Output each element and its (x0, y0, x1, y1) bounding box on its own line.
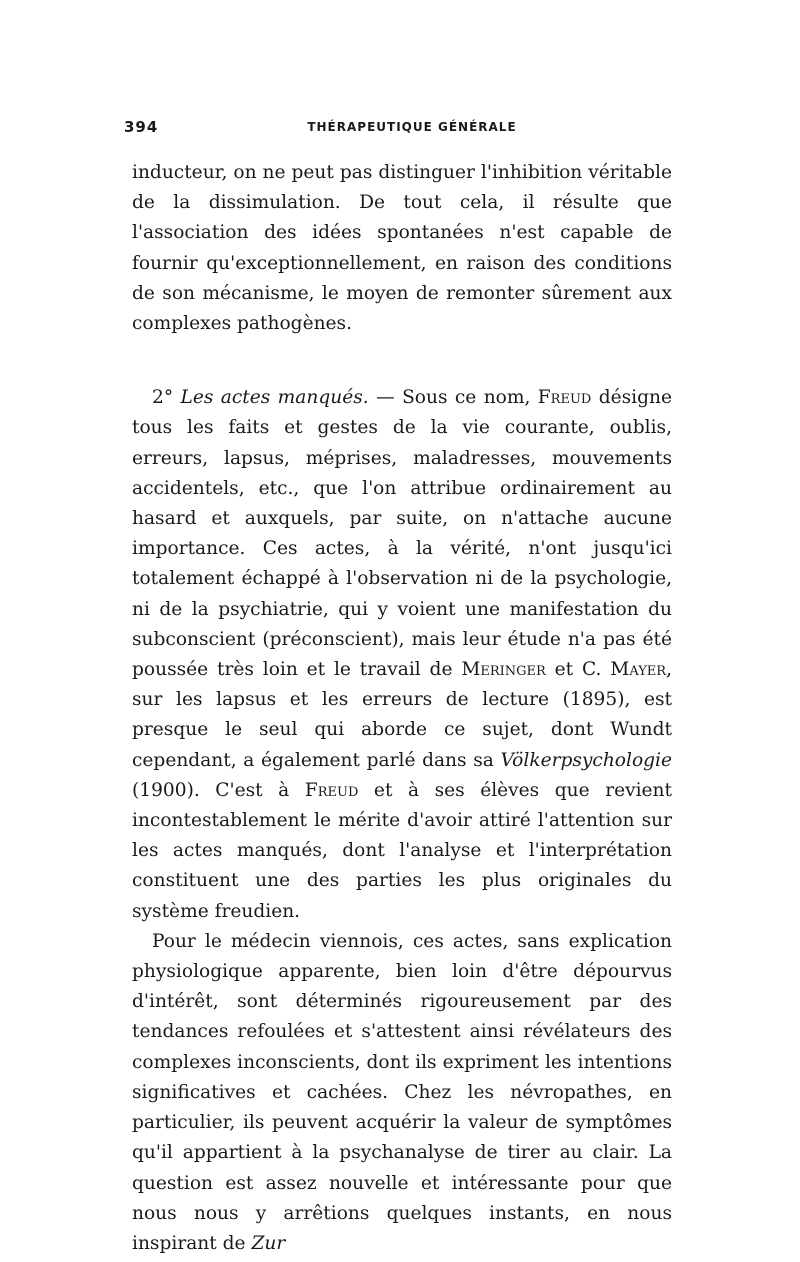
author-meringer: Meringer (461, 659, 546, 681)
page-number: 394 (124, 118, 159, 136)
p2-part-7: et à ses élèves que revient incontestablement le mérite d'avoir attiré l'attention sur les actes manqués, dont l'analyse et l'interprétation constituent une des parties les plus originales du système freudien. (132, 779, 672, 922)
paragraph-medecin-viennois (132, 927, 672, 1259)
book-page (124, 118, 672, 1259)
p3-part-1: Pour le médecin viennois, ces actes, sans explication physiologique apparente, bien loin d'être dépourvus d'intérêt, sont déterminés rigoureusement par des tendances refoulées et s'attestent ainsi révélateurs des complexes inconscients, dont ils expriment les intentions significatives et cachées. Chez les névropathes, en particulier, ils peuvent acquérir la valeur de symptômes qu'il appartient à la psychanalyse de tirer au clair. La question est assez nouvelle et intéressante pour que nous nous y arrêtions quelques instants, en nous inspirant de (132, 930, 672, 1254)
author-mayer: Mayer (610, 659, 667, 681)
section-title: Les actes manqués. (180, 387, 369, 409)
paragraph-1-text: inducteur, on ne peut pas distinguer l'inhibition véritable de la dissimulation. De tout cela, il résulte que l'association des idées spontanées n'est capable de fournir qu'exceptionnellement, en raison des conditions de son mécanisme, le moyen de remonter sûrement aux complexes pathogènes. (132, 162, 672, 335)
p2-part-1: 2° (152, 387, 181, 409)
book-title: Völkerpsychologie (500, 749, 672, 771)
author-freud: Freud (537, 387, 592, 409)
p2-part-5: , sur les lapsus et les erreurs de lecture (1895), est presque le seul qui aborde ce sujet, dont Wundt cependant, a également parlé dans sa (132, 659, 672, 771)
paragraph-continued (132, 158, 672, 339)
paragraph-actes-manques (132, 383, 672, 927)
zur-italic: Zur (251, 1232, 286, 1254)
running-header (124, 118, 672, 144)
running-title: THÉRAPEUTIQUE GÉNÉRALE (307, 120, 517, 134)
p2-part-2: — Sous ce nom, (368, 387, 538, 409)
p2-part-6: (1900). C'est à (132, 779, 305, 801)
author-freud-2: Freud (304, 779, 359, 801)
p2-part-4: et C. (545, 659, 611, 681)
p2-part-3: désigne tous les faits et gestes de la vie courante, oublis, erreurs, lapsus, méprises, maladresses, mouvements accidentels, etc., que l'on attribue ordinairement au hasard et auxquels, par suite, on n'attache aucune importance. Ces actes, à la vérité, n'ont jusqu'ici totalement échappé à l'observation ni de la psychologie, ni de la psychiatrie, qui y voient une manifestation du subconscient (préconscient), mais leur étude n'a pas été poussée très loin et le travail de (132, 387, 672, 681)
